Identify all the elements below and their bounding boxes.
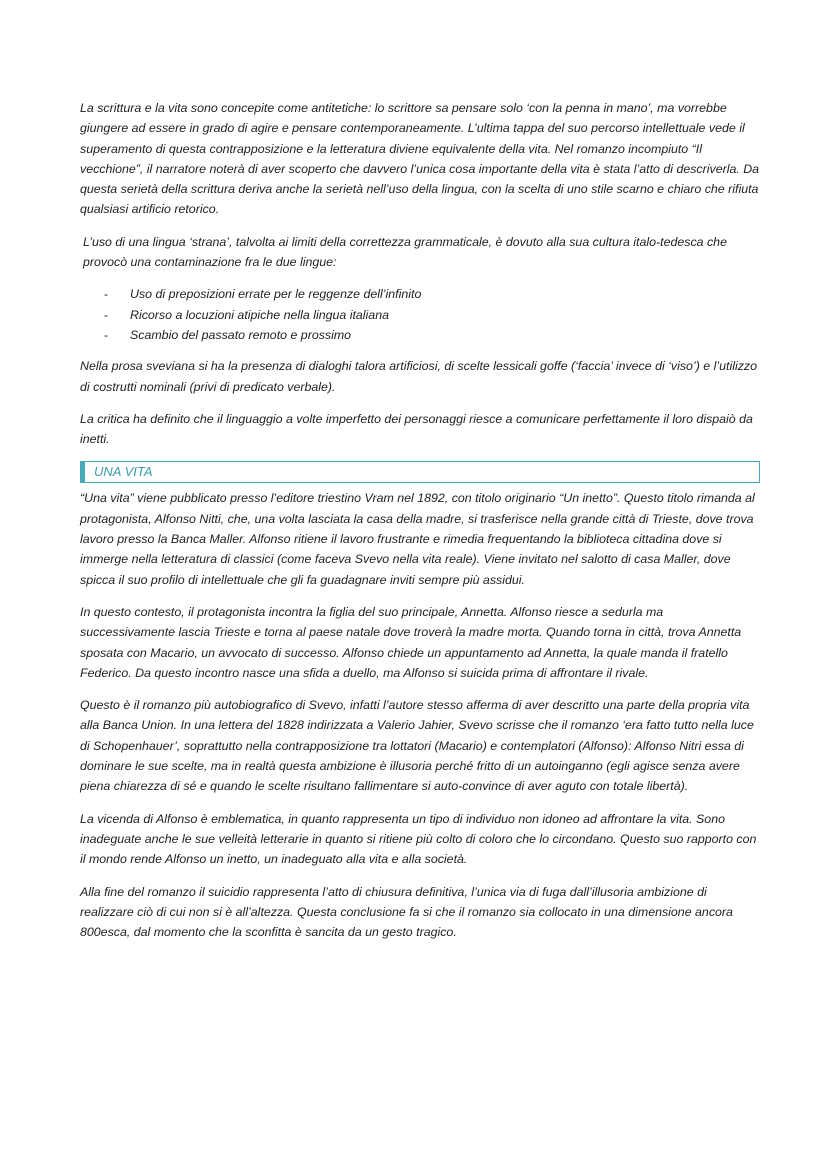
paragraph-prosa-sveviana: Nella prosa sveviana si ha la presenza di dialoghi talora artificiosi, di scelte lessicali goffe (‘faccia’ invece di ‘viso’) e l’utilizzo di costrutti nominali (privi di predicato verbale). [80, 359, 757, 394]
document-content [80, 98, 760, 954]
bullet-list [80, 284, 760, 345]
intro-paragraph-2: L’uso di una lingua ‘strana’, talvolta ai limiti della correttezza grammaticale, è dovuto alla sua cultura italo-tedesca che provocò una contaminazione fra le due lingue: [83, 234, 727, 270]
section-heading-text: UNA VITA [94, 464, 153, 480]
section-heading-una-vita [80, 461, 760, 483]
list-item: - Uso di preposizioni errate per le reggenze dell’infinito [80, 284, 760, 304]
paragraph-critica: La critica ha definito che il linguaggio a volte imperfetto dei personaggi riesce a comunicare perfettamente il loro dispaiò da inetti. [80, 411, 753, 447]
section-paragraph-1: “Una vita” viene pubblicato presso l’editore triestino Vram nel 1892, con titolo originario “Un inetto”. Questo titolo rimanda al protagonista, Alfonso Nitti, che, una volta lasciata la casa della madre, si trasferisce nella grande città di Trieste, dove trova lavoro presso la Banca Maller. Alfonso ritiene il lavoro frustrante e rimedia frequentando la biblioteca cittadina dove si immerge nella letteratura di classici (come faceva Svevo nella vita reale). Viene invitato nel salotto di casa Maller, dove spicca il suo profilo di intellettuale che gli fa guadagnare inviti sempre più assidui. [80, 491, 755, 587]
bullet-dash: - [104, 327, 109, 342]
list-item: - Scambio del passato remoto e prossimo [80, 325, 760, 345]
bullet-dash: - [104, 287, 109, 302]
section-paragraph-3: Questo è il romanzo più autobiografico di Svevo, infatti l’autore stesso afferma di aver descritto una parte della propria vita alla Banca Union. In una lettera del 1828 indirizzata a Valerio Jahier, Svevo scrisse che il romanzo ‘era fatto tutto nella luce di Schopenhauer’, soprattutto nella contrapposizione tra lottatori (Macario) e contemplatori (Alfonso): Alfonso Nitri essa di dominare le sue scelte, ma in realtà questa ambizione è illusoria perché fritto di un autoinganno (egli agisce senza avere piena chiarezza di sé e quando le scelte risultano fallimentare si auto-convince di aver aguto con totale libertà). [80, 698, 754, 794]
intro-paragraph-1: La scrittura e la vita sono concepite come antitetiche: lo scrittore sa pensare solo ‘con la penna in mano’, ma vorrebbe giungere ad essere in grado di agire e pensare contemporaneamente. L’ultima tappa del suo percorso intellettuale vede il superamento di questa contrapposizione e la letteratura diviene equivalente della vita. Nel romanzo incompiuto “Il vecchione”, il narratore noterà di aver scoperto che davvero l’unica cosa importante della vita è stata l’atto di descriverla. Da questa serietà della scrittura deriva anche la serietà nell’uso della lingua, con la scelta di uno stile scarno e chiaro che rifiuta qualsiasi artificio retorico. [80, 101, 760, 217]
section-paragraph-5: Alla fine del romanzo il suicidio rappresenta l’atto di chiusura definitiva, l’unica via di fuga dall’illusoria ambizione di realizzare ciò di cui non si è all’altezza. Questa conclusione fa si che il romanzo sia collocato in una dimensione ancora 800esca, dal momento che la sconfitta è sancita da un gesto tragico. [80, 884, 733, 940]
section-paragraph-2: In questo contesto, il protagonista incontra la figlia del suo principale, Annetta. Alfonso riesce a sedurla ma successivamente lascia Trieste e torna al paese natale dove troverà la madre morta. Quando torna in città, trova Annetta sposata con Macario, un avvocato di successo. Alfonso chiede un appuntamento ad Annetta, la quale manda il fratello Federico. Da questo incontro nasce una sfida a duello, ma Alfonso si suicida prima di affrontare il rivale. [80, 604, 742, 680]
section-paragraph-4: La vicenda di Alfonso è emblematica, in quanto rappresenta un tipo di individuo non idoneo ad affrontare la vita. Sono inadeguate anche le sue velleità letterarie in quanto si ritiene più colto di coloro che lo circondano. Questo suo rapporto con il mondo rende Alfonso un inetto, un inadeguato alla vita e alla società. [80, 811, 757, 867]
list-item: - Ricorso a locuzioni atipiche nella lingua italiana [80, 305, 760, 325]
bullet-dash: - [104, 307, 109, 322]
